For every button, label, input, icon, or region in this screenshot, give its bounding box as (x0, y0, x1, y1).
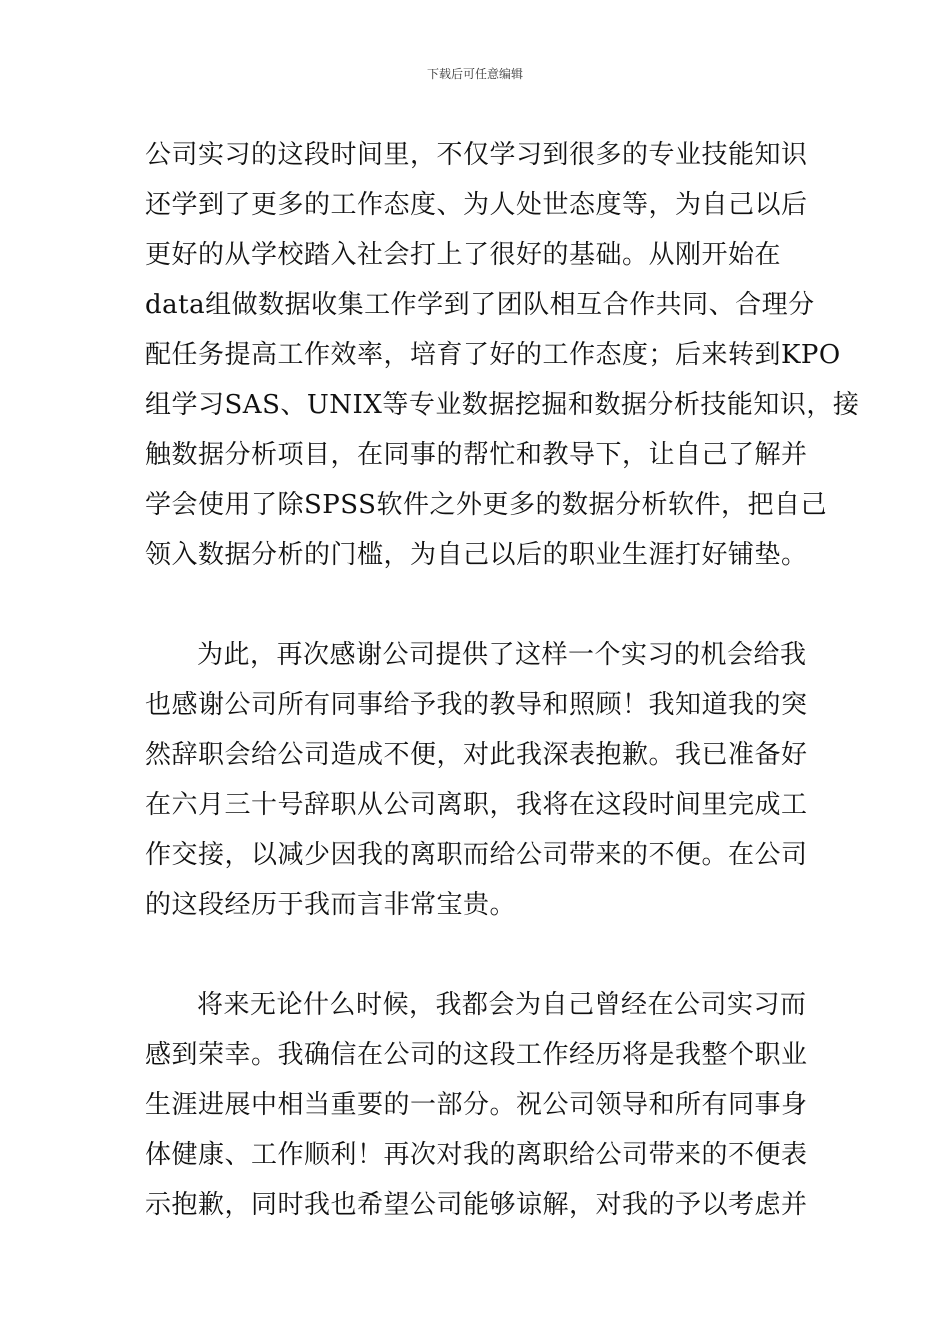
text-line: 然辞职会给公司造成不便，对此我深表抱歉。我已准备好 (145, 740, 808, 770)
text-line: 在六月三十号辞职从公司离职，我将在这段时间里完成工 (145, 790, 808, 820)
text-line: 感到荣幸。我确信在公司的这段工作经历将是我整个职业 (145, 1040, 808, 1070)
text-line: 配任务提高工作效率，培育了好的工作态度；后来转到KPO (145, 340, 841, 370)
paragraph-gap (145, 930, 805, 980)
header-note: 下载后可任意编辑 (426, 67, 523, 81)
text-line: 将来无论什么时候，我都会为自己曾经在公司实习而 (197, 990, 807, 1020)
text-line: 也感谢公司所有同事给予我的教导和照顾！我知道我的突 (145, 690, 808, 720)
document-body (145, 130, 860, 1230)
text-line: 公司实习的这段时间里，不仅学习到很多的专业技能知识 (145, 140, 808, 170)
text-line: 领入数据分析的门槛，为自己以后的职业生涯打好铺垫。 (145, 540, 808, 570)
text-line: 示抱歉，同时我也希望公司能够谅解，对我的予以考虑并 (145, 1190, 808, 1220)
text-line: 更好的从学校踏入社会打上了很好的基础。从刚开始在 (145, 240, 782, 270)
paragraph-gap (145, 580, 805, 630)
text-line: 生涯进展中相当重要的一部分。祝公司领导和所有同事身 (145, 1090, 808, 1120)
text-line: 作交接，以减少因我的离职而给公司带来的不便。在公司 (145, 840, 808, 870)
text-line: 为此，再次感谢公司提供了这样一个实习的机会给我 (197, 640, 807, 670)
text-line: 组学习SAS、UNIX等专业数据挖掘和数据分析技能知识，接 (145, 390, 860, 420)
text-line: 的这段经历于我而言非常宝贵。 (145, 890, 517, 920)
text-line: 触数据分析项目，在同事的帮忙和教导下，让自己了解并 (145, 440, 808, 470)
text-line: 体健康、工作顺利！再次对我的离职给公司带来的不便表 (145, 1140, 808, 1170)
text-line: data组做数据收集工作学到了团队相互合作共同、合理分 (145, 290, 815, 320)
text-line: 还学到了更多的工作态度、为人处世态度等，为自己以后 (145, 190, 808, 220)
text-line: 学会使用了除SPSS软件之外更多的数据分析软件，把自己 (145, 490, 827, 520)
